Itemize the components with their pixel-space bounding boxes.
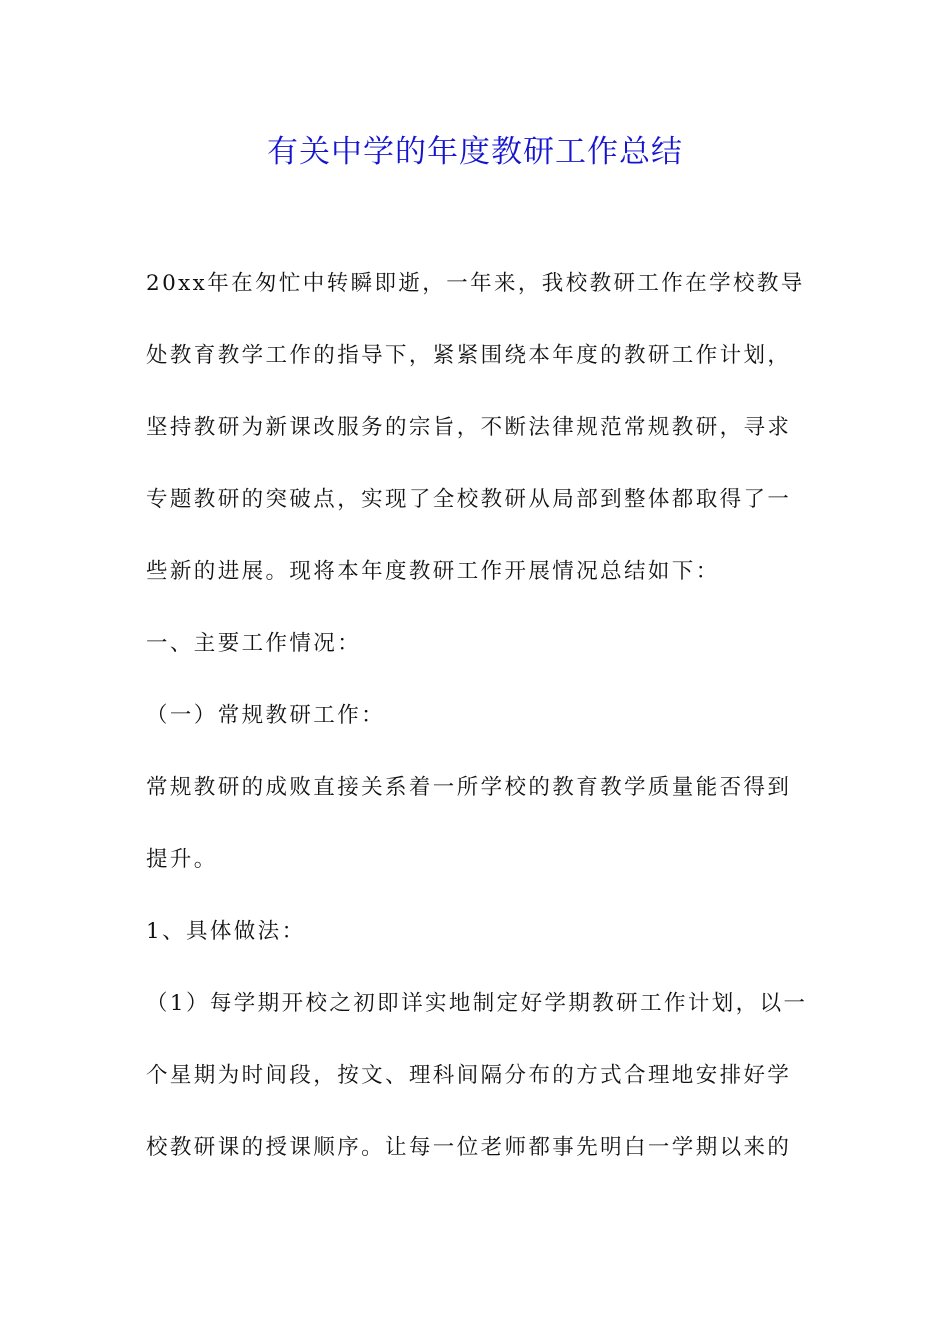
paragraph-line: 处教育教学工作的指导下，紧紧围绕本年度的教研工作计划， xyxy=(146,343,792,368)
paragraph-line: 校教研课的授课顺序。让每一位老师都事先明白一学期以来的 xyxy=(146,1135,792,1160)
subsection-heading: （一）常规教研工作： xyxy=(146,703,386,728)
paragraph-line: 专题教研的突破点，实现了全校教研从局部到整体都取得了一 xyxy=(146,487,792,512)
paragraph-line: 常规教研的成败直接关系着一所学校的教育教学质量能否得到 xyxy=(146,775,792,800)
document-title: 有关中学的年度教研工作总结 xyxy=(267,134,683,170)
paragraph-line: 提升。 xyxy=(146,847,218,872)
paragraph-line: 坚持教研为新课改服务的宗旨，不断法律规范常规教研，寻求 xyxy=(146,415,792,440)
paragraph-line: （1）每学期开校之初即详实地制定好学期教研工作计划，以一 xyxy=(146,991,808,1016)
paragraph-line: 20xx年在匆忙中转瞬即逝，一年来，我校教研工作在学校教导 xyxy=(146,271,805,296)
section-heading: 一、主要工作情况： xyxy=(146,631,362,656)
paragraph-line: 个星期为时间段，按文、理科间隔分布的方式合理地安排好学 xyxy=(146,1063,792,1088)
item-heading: 1、具体做法： xyxy=(146,919,306,944)
document-body xyxy=(146,260,810,1196)
paragraph-line: 些新的进展。现将本年度教研工作开展情况总结如下： xyxy=(146,559,720,584)
